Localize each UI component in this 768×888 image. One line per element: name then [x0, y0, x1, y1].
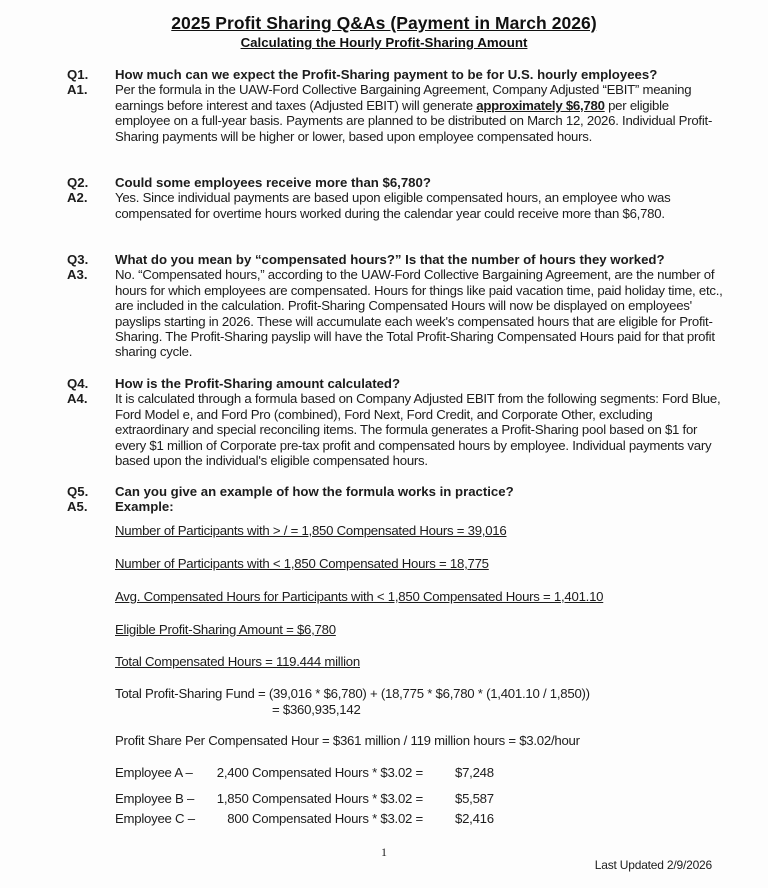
participants-ge-line: Number of Participants with > / = 1,850 Compensated Hours = 39,016 — [115, 523, 507, 538]
answer-row — [67, 391, 727, 468]
question-row — [67, 376, 727, 391]
answer-label: A4. — [67, 391, 88, 407]
approximate-amount-emphasis: approximately $6,780 — [476, 97, 605, 113]
employee-result: $5,587 — [455, 791, 494, 806]
answer-label: A2. — [67, 190, 88, 206]
question-label: Q2. — [67, 175, 89, 190]
fund-result-line: = $360,935,142 — [272, 702, 361, 717]
answer-label: A1. — [67, 82, 88, 98]
answer-row — [67, 499, 727, 514]
participants-lt-line: Number of Participants with < 1,850 Compensated Hours = 18,775 — [115, 556, 489, 571]
employee-calc: 1,850 Compensated Hours * $3.02 = — [216, 791, 423, 806]
question-text: Can you give an example of how the formula works in practice? — [115, 484, 514, 499]
qa-block-5 — [67, 484, 727, 515]
employee-row — [115, 765, 615, 781]
eligible-amount-line: Eligible Profit-Sharing Amount = $6,780 — [115, 622, 336, 637]
employee-name: Employee C – — [115, 811, 195, 826]
fund-formula-line: Total Profit-Sharing Fund = (39,016 * $6,780) + (18,775 * $6,780 * (1,401.10 / 1,850)) — [115, 686, 590, 701]
total-hours-line: Total Compensated Hours = 119.444 million — [115, 654, 360, 669]
avg-hours-line: Avg. Compensated Hours for Participants with < 1,850 Compensated Hours = 1,401.10 — [115, 589, 604, 604]
answer-text-part: per eligible employee on a full-year basis. Payments are planned to be distributed on March 12, 2026. Individual Profit-Sharing payments will be higher or lower, based upon employee compensated hours. — [115, 97, 713, 144]
question-row — [67, 175, 727, 190]
answer-row — [67, 82, 727, 144]
answer-text-part: Per the formula in the UAW-Ford Collective Bargaining Agreement, Company Adjusted “EBIT” meaning earnings before interest and taxes (Adjusted EBIT) will generate — [115, 82, 692, 113]
qa-block-3 — [67, 252, 727, 360]
question-label: Q5. — [67, 484, 89, 499]
question-label: Q3. — [67, 252, 89, 267]
qa-block-2 — [67, 175, 727, 221]
qa-block-1 — [67, 67, 727, 144]
employee-name: Employee A – — [115, 765, 193, 780]
answer-text: No. “Compensated hours,” according to the UAW-Ford Collective Bargaining Agreement, are the number of hours for which employees are compensated. Hours for things like paid vacation time, paid holiday time, etc., are included in the calculation. Profit-Sharing Compensated Hours will now be displayed on employees' payslips starting in 2026. These will accumulate each week's compensated hours that are eligible for Profit-Sharing. The Profit-Sharing payslip will have the Total Profit-Sharing Compensated Hours paid for that profit sharing cycle. — [115, 267, 723, 360]
document-title: 2025 Profit Sharing Q&As (Payment in March 2026) — [171, 13, 597, 33]
question-text: How much can we expect the Profit-Sharing payment to be for U.S. hourly employees? — [115, 67, 658, 82]
question-row — [67, 484, 727, 499]
question-label: Q4. — [67, 376, 89, 391]
employee-result: $2,416 — [455, 811, 494, 826]
answer-text: Example: — [115, 499, 174, 515]
page-number: 1 — [381, 845, 387, 859]
employee-calc: 2,400 Compensated Hours * $3.02 = — [216, 765, 423, 780]
question-row — [67, 67, 727, 82]
employee-row — [115, 811, 615, 827]
answer-text — [115, 82, 727, 144]
employee-name: Employee B – — [115, 791, 195, 806]
answer-row — [67, 267, 727, 359]
answer-text: It is calculated through a formula based on Company Adjusted EBIT from the following segments: Ford Blue, Ford Model e, and Ford Pro (combined), Ford Next, Ford Credit, and Corporate Other, excluding extraordinary and special reconciling items. The formula generates a Profit-Sharing pool based on $1 for every $1 million of Corporate pre-tax profit and compensated hours by employee. Individual payments vary based upon the individual's eligible compensated hours. — [115, 391, 721, 469]
last-updated: Last Updated 2/9/2026 — [594, 858, 712, 872]
question-text: Could some employees receive more than $6,780? — [115, 175, 431, 190]
question-text: How is the Profit-Sharing amount calculated? — [115, 376, 401, 391]
document-subtitle: Calculating the Hourly Profit-Sharing Amount — [240, 35, 528, 50]
employee-row — [115, 791, 615, 807]
question-text: What do you mean by “compensated hours?” Is that the number of hours they worked? — [115, 252, 665, 267]
question-row — [67, 252, 727, 267]
answer-label: A5. — [67, 499, 88, 515]
answer-label: A3. — [67, 267, 88, 283]
qa-block-4 — [67, 376, 727, 468]
answer-row — [67, 190, 727, 221]
answer-text: Yes. Since individual payments are based upon eligible compensated hours, an employee who was compensated for overtime hours worked during the calendar year could receive more than $6,780. — [115, 190, 671, 221]
question-label: Q1. — [67, 67, 89, 82]
employee-result: $7,248 — [455, 765, 494, 780]
employee-calc: 800 Compensated Hours * $3.02 = — [227, 811, 423, 826]
per-hour-line: Profit Share Per Compensated Hour = $361 million / 119 million hours = $3.02/hour — [115, 733, 580, 748]
